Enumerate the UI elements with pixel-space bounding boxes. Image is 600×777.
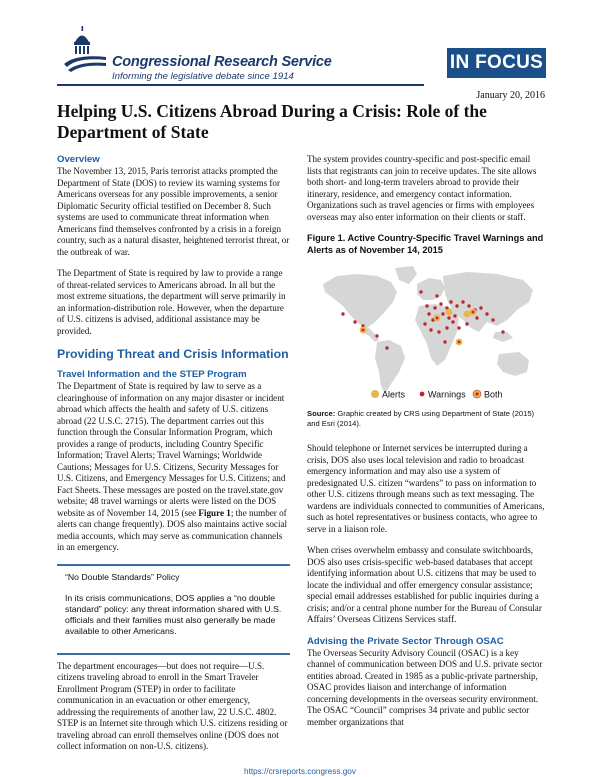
wardens-paragraph: Should telephone or Internet services be interrupted during a crisis, DOS also uses local television and radio to broadcast emergency information and may also use a system of predesignated U.S. citizen “wardens” to pass on information to other U.S. citizens through means such as text messaging. The wardens are individuals connected to communities of Americans, such as hotel representatives or business contacts, who agree to serve in a liaison role. bbox=[307, 443, 545, 534]
report-date: January 20, 2016 bbox=[476, 90, 545, 101]
warning-marker bbox=[441, 312, 444, 315]
figure-caption: Figure 1. Active Country-Specific Travel Warnings and Alerts as of November 14, 2015 bbox=[307, 233, 544, 255]
warning-marker bbox=[461, 300, 464, 303]
both-marker-dot bbox=[436, 317, 439, 320]
warning-marker bbox=[447, 316, 450, 319]
header-rule bbox=[57, 84, 424, 86]
org-name: Congressional Research Service bbox=[112, 54, 332, 70]
capitol-dome-icon bbox=[62, 26, 106, 72]
world-map-land bbox=[323, 266, 533, 394]
step-paragraph-1 bbox=[57, 381, 290, 554]
warning-marker bbox=[353, 320, 356, 323]
warning-marker bbox=[433, 306, 436, 309]
warning-marker bbox=[435, 294, 438, 297]
right-column bbox=[307, 154, 547, 738]
warning-marker bbox=[375, 334, 378, 337]
step-paragraph-1-b: ; the number of alerts can change frequently). DOS also maintains active social media accounts, which may serve as communication channels in an emergency. bbox=[57, 507, 288, 552]
warning-marker bbox=[425, 304, 428, 307]
warning-marker bbox=[485, 312, 488, 315]
warning-marker bbox=[479, 306, 482, 309]
callout-body: In its crisis communications, DOS applies a “no double standard” policy: any threat information shared with U.S. officials and their families must also generally be made available to other Americans. bbox=[65, 592, 282, 636]
both-marker-dot bbox=[458, 341, 461, 344]
alert-marker bbox=[446, 309, 453, 316]
world-map-figure bbox=[317, 262, 539, 402]
footer-url[interactable]: https://crsreports.congress.gov bbox=[244, 767, 356, 776]
warning-marker bbox=[475, 316, 478, 319]
figure-reference: Figure 1 bbox=[198, 507, 231, 518]
org-tagline: Informing the legislative debate since 1914 bbox=[112, 71, 294, 82]
databases-paragraph: When crises overwhelm embassy and consulate switchboards, DOS also uses crisis-specific web-based databases that accept identifying information about U.S. citizens that may be used to locate the individual and offer emergency consular assistance; special email addresses established for public inquiries during a crisis; and/or a central phone number for the Bureau of Consular Affairs’ Overseas Citizens Services staff. bbox=[307, 545, 542, 624]
osac-paragraph: The Overseas Security Advisory Council (OSAC) is a key channel of communication between DOS and U.S. private sector entities abroad. Created in 1985 as a public-private partnership, OSAC provides liaison and interchange of information concerning developments in the overseas security environment. The OSAC “Council” comprises 34 private and public sector member organizations that bbox=[307, 647, 543, 727]
warning-marker bbox=[429, 328, 432, 331]
alert-marker bbox=[464, 311, 471, 318]
both-marker-dot bbox=[362, 329, 365, 332]
step-paragraph-1-a: The Department of State is required by law to serve as a clearinghouse of information on any major disaster or incident abroad which affects the health and safety of U.S. citizens abroad (22 U.S.C. 2715). The department carries out this function through the Consular Information Program, which provides a range of products, including Country Specific Information; Travel Alerts; Travel Warnings; Worldwide Cautions; Messages for U.S. Citizens, Security Messages for U.S. Citizens, and Emergency Messages for U.S. Citizens; and Fact Sheets. These messages are posted on the travel.state.gov website; 48 travel warnings or alerts were listed on the DOS website as of November 14, 2015 (see bbox=[57, 381, 286, 518]
warning-marker bbox=[465, 322, 468, 325]
map-legend bbox=[371, 390, 503, 400]
warning-marker bbox=[501, 330, 504, 333]
warning-marker bbox=[341, 312, 344, 315]
source-label: Source: bbox=[307, 409, 336, 418]
section-heading: Providing Threat and Crisis Information bbox=[57, 347, 289, 361]
warning-marker bbox=[491, 318, 494, 321]
legend-warnings-label: Warnings bbox=[428, 389, 466, 400]
report-title: Helping U.S. Citizens Abroad During a Crisis: Role of the Department of State bbox=[57, 101, 487, 142]
overview-heading: Overview bbox=[57, 154, 100, 165]
warning-marker bbox=[385, 346, 388, 349]
warning-marker bbox=[419, 290, 422, 293]
step-paragraph-3: The system provides country-specific and post-specific email lists that registrants can join to receive updates. The site allows both short- and long-term travelers abroad to provide their itinerary, residence, and emergency contact information. Organizations such as travel agencies or firms with employees overseas may also enter information on their clients or staff. bbox=[307, 154, 537, 222]
legend-alerts-swatch bbox=[371, 390, 379, 398]
callout-title: “No Double Standards” Policy bbox=[65, 571, 180, 582]
warning-marker bbox=[445, 326, 448, 329]
warning-marker bbox=[439, 302, 442, 305]
overview-paragraph-1: The November 13, 2015, Paris terrorist attacks prompted the Department of State (DOS) to review its warning systems for Americans overseas for any possible improvements, a senior Diplomatic Security official testified on December 8. Such systems are used to communicate threat information when Americans find themselves confronted by a crisis in a foreign country, such as a natural disaster, heightened terrorist threat, or the outbreak of war. bbox=[57, 166, 290, 257]
warning-marker bbox=[443, 340, 446, 343]
warning-marker bbox=[455, 304, 458, 307]
legend-alerts-label: Alerts bbox=[382, 389, 406, 400]
warning-marker bbox=[449, 300, 452, 303]
legend-warnings-swatch bbox=[420, 392, 425, 397]
source-text: Graphic created by CRS using Department of State (2015) and Esri (2014). bbox=[307, 409, 535, 428]
warning-marker bbox=[467, 304, 470, 307]
osac-heading: Advising the Private Sector Through OSAC bbox=[307, 635, 504, 647]
warning-marker bbox=[451, 320, 454, 323]
warning-marker bbox=[457, 326, 460, 329]
warning-marker bbox=[437, 330, 440, 333]
in-focus-badge: IN FOCUS bbox=[447, 48, 546, 78]
step-subheading: Travel Information and the STEP Program bbox=[57, 369, 247, 380]
policy-callout bbox=[57, 564, 290, 655]
warning-marker bbox=[423, 322, 426, 325]
figure-source bbox=[307, 409, 547, 429]
warning-marker bbox=[427, 312, 430, 315]
legend-both-label: Both bbox=[484, 389, 503, 400]
both-marker-dot bbox=[472, 311, 475, 314]
step-paragraph-2: The department encourages—but does not require—U.S. citizens traveling abroad to enroll in the Smart Traveler Enrollment Program (STEP) in order to facilitate communication in an evacuation or other emergency, addressing the requirements of another law, 22 U.S.C. 4802. STEP is an Internet site through which U.S. citizens residing or traveling abroad can enroll themselves online (DOS does not collect information on non-U.S. citizens). bbox=[57, 660, 288, 751]
left-column bbox=[57, 154, 290, 763]
warning-marker bbox=[453, 314, 456, 317]
overview-paragraph-2: The Department of State is required by law to provide a range of threat-related services to Americans abroad. In all but the most extreme situations, the department will serve primarily in an information-distribution role. However, when the departure of U.S. citizens is advised, additional assistance may be provided. bbox=[57, 268, 286, 336]
